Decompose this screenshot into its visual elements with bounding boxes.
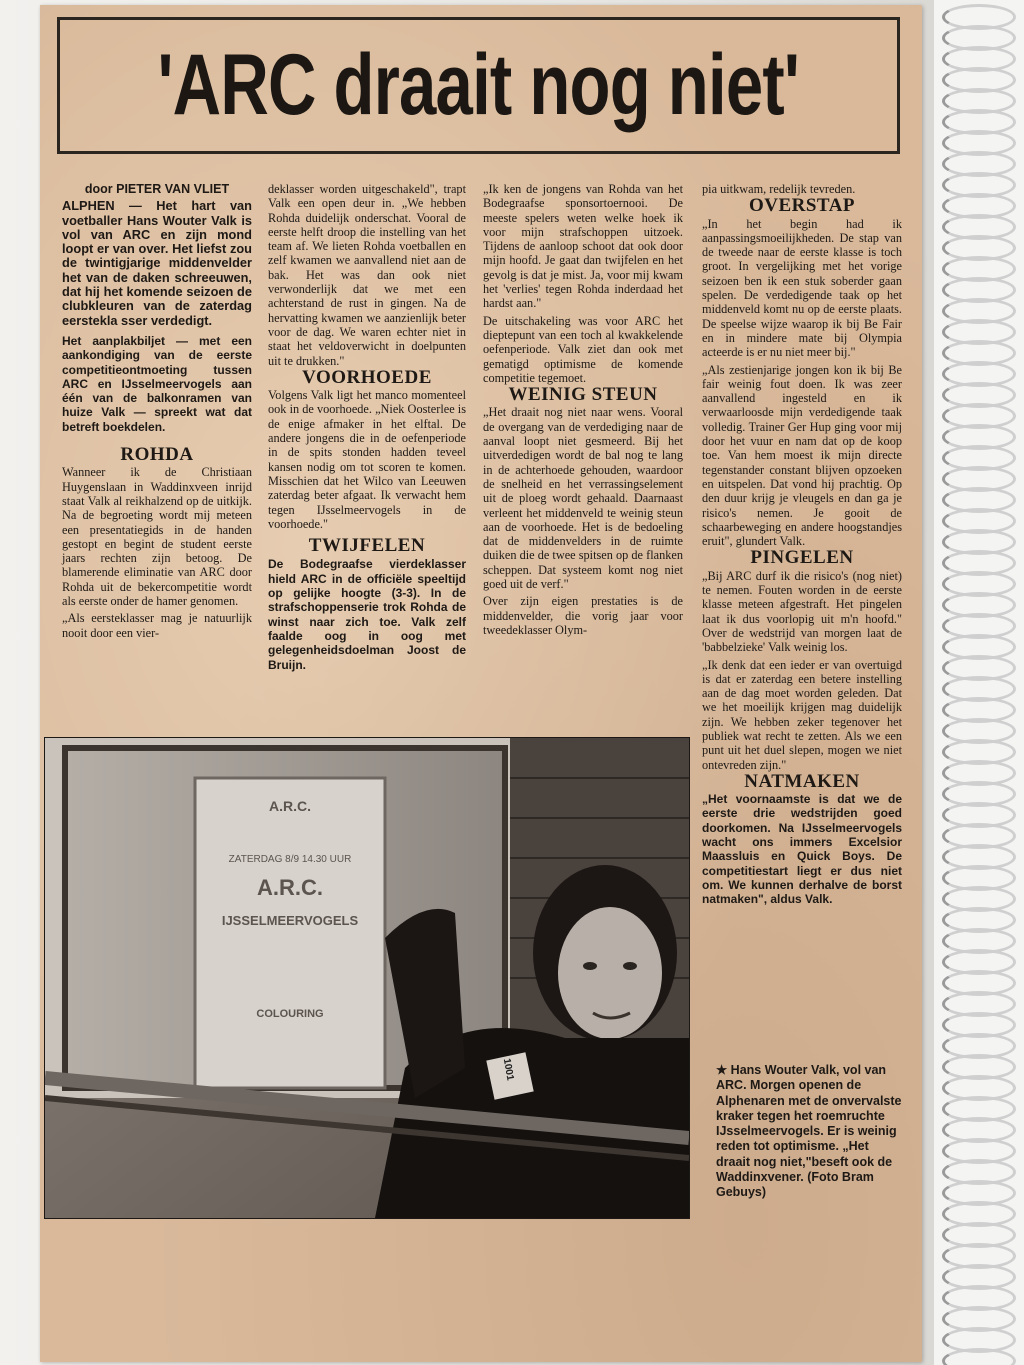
column-4-paragraph: pia uitkwam, redelijk tevreden. <box>702 182 856 196</box>
article-photo <box>44 737 690 1219</box>
subheading-rohda: ROHDA <box>120 444 194 466</box>
natmaken-paragraph: „Het voornaamste is dat we de eerste drie wedstrijden goed doorkomen. Na IJsselmeervogels wacht ons immers Excelsior Maassluis en Quick Boys. De competitiestart liegt er dus niet om. We kunnen derhalve de borst natmaken", aldus Valk. <box>702 792 902 907</box>
subheading-overstap: OVERSTAP <box>748 195 856 217</box>
poster-line-3: A.R.C. <box>257 875 323 900</box>
newspaper-clipping <box>40 5 922 1362</box>
column-1 <box>62 182 252 643</box>
subheading-pingelen: PINGELEN <box>750 547 854 569</box>
column-2-paragraph: deklasser worden uitgeschakeld", trapt Valk een open deur in. „We hebben Rohda duidelijk onderschat. Vooral de eerste helft droop die instelling van het team af. We lieten Rohda voetballen en zelf kwamen we aanvallend niet aan de bak. Het was dan ook niet verwonderlijk dat we met een achterstand de rust in gingen. Na de hervatting kwamen we aanzienlijk beter voor de dag. We waren echter niet in staat het veldoverwicht in doelpunten uit te drukken." <box>268 182 466 368</box>
steun-paragraph-2: Over zijn eigen prestaties is de middenvelder, die vorig jaar voor tweedeklasser Olym- <box>483 594 683 637</box>
rohda-paragraph-2: „Als eersteklasser mag je natuurlijk nooit door een vier- <box>62 611 252 640</box>
poster-line-4: IJSSELMEERVOGELS <box>221 913 359 928</box>
subheading-twijfelen: TWIJFELEN <box>308 535 426 557</box>
armband-label: 1001 <box>500 1057 516 1082</box>
column-3 <box>483 182 683 640</box>
column-3-paragraph-2: De uitschakeling was voor ARC het dieptepunt van een toch al kwakkelende oefenperiode. Valk ziet dan ook met gematigd optimisme de komende competitie tegemoet. <box>483 313 683 385</box>
byline: door PIETER VAN VLIET <box>84 182 230 196</box>
intro-paragraph-2: Het aanplakbiljet — met een aankondiging van de eerste competitieontmoeting tussen ARC en IJsselmeervogels aan één van de balkonramen van huize Valk — spreekt wat dat betreft boekdelen. <box>62 333 252 434</box>
rohda-paragraph: Wanneer ik de Christiaan Huygenslaan in Waddinxveen inrijd staat Valk al reikhalzend op de uitkijk. Na de begroeting wordt mij meteen een presentatiegids in de handen gestopt en begint de student eerste jaars rechten zijn betoog. De blamerende eliminatie van ARC door Rohda uit de bekercompetitie wordt als eerste onder de hamer genomen. <box>62 465 252 609</box>
column-3-paragraph: „Ik ken de jongens van Rohda van het Bodegraafse sponsortoernooi. De meeste spelers weten welke hoek ik voor mijn strafschoppen uitzoek. Tijdens de aanloop schoot dat ook door mijn hoofd. Je gaat dan twijfelen en het gevolg is dat je mist. Ja, voor mij kwam het 'verlies' tegen Rohda inderdaad het hardst aan." <box>483 182 683 311</box>
photo-caption: ★ Hans Wouter Valk, vol van ARC. Morgen openen de Alphenaren met de onvervalste kraker tegen het roemruchte IJsselmeervogels. Er is weinig reden tot optimisme. „Het draait nog niet,"beseft ook de Waddinxvener. (Foto Bram Gebuys) <box>716 1063 902 1200</box>
pingelen-paragraph: „Bij ARC durf ik die risico's (nog niet) te nemen. Fouten worden in de eerste klasse meteen afgestraft. Het pingelen laat ik dus voorlopig uit m'n hoofd." Over de wedstrijd van morgen laat de 'babbelzieke' Valk weinig los. <box>702 568 902 655</box>
pingelen-paragraph-2: „Ik denk dat een ieder er van overtuigd is dat er zaterdag een betere instelling aan de dag moet worden geleden. Dat we het moeilijk krijgen mag duidelijk zijn. We hebben zeker tegenover het publiek wat recht te zetten. Als we een punt uit het duel slepen, mogen we niet ontevreden zijn." <box>702 657 902 772</box>
voorhoede-paragraph: Volgens Valk ligt het manco momenteel ook in de voorhoede. „Niek Oosterlee is de enige afmaker in het elftal. De andere jongens die in de oefenperiode in de spits stonden hadden teveel kansen nodig om tot scoren te komen. Misschien dat het Wilco van Leeuwen zaterdag beter afgaat. Ik verwacht hem tegen IJsselmeervogels in de voorhoede." <box>268 388 466 531</box>
subheading-voorhoede: VOORHOEDE <box>302 366 432 388</box>
column-2 <box>268 182 466 675</box>
poster-line-1: A.R.C. <box>269 798 311 814</box>
spiral-binding <box>934 0 1024 1365</box>
subheading-weinig-steun: WEINIG STEUN <box>508 384 658 406</box>
subheading-natmaken: NATMAKEN <box>744 770 860 792</box>
steun-paragraph: „Het draait nog niet naar wens. Vooral de overgang van de verdediging naar de aanval loopt niet gesmeerd. Bij het uitverdedigen wordt de bal nog te lang in de achterhoede gehouden, waardoor de snelheid en het verrassingselement uit de ploeg wordt gehaald. Daarnaast verleent het middenveld te weinig steun aan de voorhoede. Het is de bedoeling dat de middenvelders in de ruimte duiken die de twee spitsen op de flanken scheppen. Dat systeem komt nog niet goed uit de verf." <box>483 405 683 592</box>
column-4 <box>702 182 902 910</box>
spiral-ring <box>942 1348 1016 1365</box>
intro-paragraph: ALPHEN — Het hart van voetballer Hans Wouter Valk is vol van ARC en zijn mond loopt er van over. Het liefst zou de twintigjarige middenvelder het van de daken schreeuwen, dat hij het komende seizoen de clubkleuren van de zaterdag eerstekla sser verdedigt. <box>62 198 252 328</box>
twijfelen-paragraph: De Bodegraafse vierdeklasser hield ARC in de officiële speeltijd op gelijke hoogte (3-3). In de strafschoppenserie trok Rohda de winst naar zich toe. Valk zelf faalde oog in oog met gelegenheidsdoelman Joost de Bruijn. <box>268 557 466 672</box>
headline: 'ARC draait nog niet' <box>157 37 800 133</box>
overstap-paragraph: „In het begin had ik aanpassingsmoeilijkheden. De stap van de tweede naar de eerste klasse is toch groot. In vergelijking met het vorige seizoen ben ik een stuk soberder gaan spelen. De verdedigende taak op het middenveld komt nu op de eerste plaats. De speelse wijze waarop ik bij Be Fair en in mindere mate bij Olympia acteerde is er nu niet meer bij." <box>702 216 902 360</box>
headline-box <box>57 17 900 154</box>
poster-line-2: ZATERDAG 8/9 14.30 UUR <box>228 854 352 865</box>
overstap-paragraph-2: „Als zestienjarige jongen kon ik bij Be fair weinig fout doen. Ik was zeer aanvallend ingesteld en ik verwaarloosde mijn verdedigende taak volledig. Trainer Ger Hup ging voor mij door het vuur en nam dat op de koop toe. Van hem moest ik mijn directe tegenstander constant blijven opzoeken en uitspelen. Dat vond hij prachtig. Op den duur krijg je vleugels en dan ga je risico's nemen. Je gooit de schaarbeweging en andere hoogstandjes eruit", glundert Valk. <box>702 362 902 549</box>
poster-line-5: COLOURING <box>256 1008 324 1020</box>
